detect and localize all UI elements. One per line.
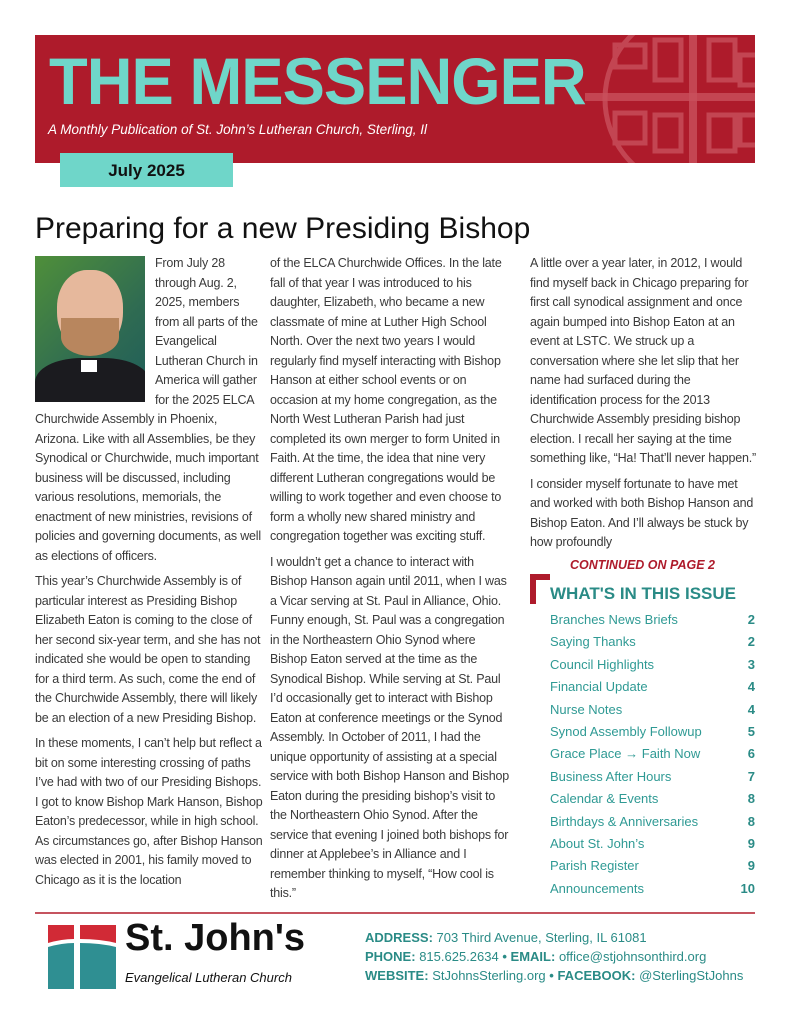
toc-item-label: Saying Thanks bbox=[550, 634, 636, 650]
paragraph: From July 28 through Aug. 2, 2025, members from all parts of the Evangelical Lutheran Church in America will gather for the 2025 ELCA Churchwide Assembly in Phoenix, Arizona. Like with all Assemblies, be they Synodical or Churchwide, much important business will be discussed, including various resolutions, memorials, the enactment of new ministries, revisions of policies and governing documents, as well as elections of officers. bbox=[35, 256, 261, 563]
article-column-1 bbox=[35, 254, 263, 896]
toc-item[interactable] bbox=[550, 631, 755, 653]
continued-link[interactable]: CONTINUED ON PAGE 2 bbox=[570, 558, 715, 572]
email-label: EMAIL: bbox=[510, 949, 556, 964]
toc-item[interactable] bbox=[550, 699, 755, 721]
separator: • bbox=[502, 949, 507, 964]
toc-heading: WHAT'S IN THIS ISSUE bbox=[550, 584, 737, 603]
toc-item[interactable] bbox=[550, 609, 755, 631]
toc-item-label: Parish Register bbox=[550, 858, 639, 874]
facebook-label: FACEBOOK: bbox=[557, 968, 636, 983]
toc-item-label: Nurse Notes bbox=[550, 701, 623, 717]
author-photo bbox=[35, 256, 145, 402]
facebook-link[interactable]: @SterlingStJohns bbox=[639, 968, 744, 983]
newsletter-subtitle: A Monthly Publication of St. John’s Lutheran Church, Sterling, Il bbox=[48, 122, 427, 137]
paragraph: I consider myself fortunate to have met and worked with both Bishop Hanson and Bishop Eaton. And I’ll always be stuck by how profoundly bbox=[530, 476, 754, 549]
separator: • bbox=[549, 968, 554, 983]
toc-item-page: 7 bbox=[747, 768, 755, 784]
toc-item[interactable] bbox=[550, 878, 755, 900]
paragraph: of the ELCA Churchwide Offices. In the late fall of that year I was introduced to his daughter, Elizabeth, who became a new classmate of mine at Luther High School North. Over the next two years I would regularly find myself interacting with Bishop Hanson at either school events or on occasion at my home congregation, as the North West Lutheran Parish had just completed its own merger to form United in Faith. At the time, the idea that nine very different Lutheran congregations would be willing to work together and even choose to form a wholly new shared ministry and congregation together was exciting stuff. bbox=[270, 256, 502, 543]
email-link[interactable]: office@stjohnsonthird.org bbox=[558, 949, 707, 964]
church-name: St. John's bbox=[125, 917, 306, 959]
article-title: Preparing for a new Presiding Bishop bbox=[35, 212, 531, 245]
toc-item-label: About St. John’s bbox=[550, 835, 645, 851]
toc-item-label: Financial Update bbox=[550, 679, 648, 695]
cross-emblem-icon bbox=[585, 35, 755, 163]
toc-item-label: Announcements bbox=[550, 880, 644, 896]
church-subname: Evangelical Lutheran Church bbox=[125, 970, 292, 985]
toc-item-page: 8 bbox=[747, 791, 755, 807]
toc-item-page: 2 bbox=[747, 634, 755, 650]
corner-accent bbox=[530, 574, 550, 580]
toc-item[interactable] bbox=[550, 743, 755, 765]
toc-item-page: 2 bbox=[747, 612, 755, 627]
article-column-3 bbox=[530, 254, 756, 559]
contact-info bbox=[365, 928, 743, 985]
toc-item-page: 4 bbox=[747, 679, 755, 695]
toc-item[interactable] bbox=[550, 788, 755, 810]
toc-item-label: Birthdays & Anniversaries bbox=[550, 813, 699, 829]
paragraph: I wouldn’t get a chance to interact with Bishop Hanson again until 2011, when I was a Vicar serving at St. Paul in Alliance, Ohio. Funny enough, St. Paul was a congregation in the Northeastern Ohio Synod where Bishop Eaton served at the time as the Synodical Bishop. While serving at St. Paul I’d occasionally get to interact with Bishop Eaton at conference meetings or the Synod Assembly. In October of 2011, I had the unique opportunity of assisting at a special service with both Bishop Hanson and Bishop Eaton during the presiding bishop’s visit to the Northeastern Ohio Synod. After the service that evening I joined both bishops for dinner at Applebee’s in Alliance and I remember thinking to myself, “How cool is this.” bbox=[270, 554, 509, 900]
address-label: ADDRESS: bbox=[365, 930, 433, 945]
masthead-banner bbox=[35, 35, 755, 163]
phone: 815.625.2634 bbox=[419, 949, 499, 964]
toc-item-label: Grace Place → Faith Now bbox=[550, 746, 701, 762]
toc-item-page: 5 bbox=[747, 723, 755, 739]
toc-item[interactable] bbox=[550, 855, 755, 877]
toc-item[interactable] bbox=[550, 654, 755, 676]
toc-item[interactable] bbox=[550, 811, 755, 833]
toc-item[interactable] bbox=[550, 676, 755, 698]
toc-list bbox=[550, 609, 755, 900]
toc-item-page: 10 bbox=[740, 880, 755, 896]
footer-divider bbox=[35, 912, 755, 914]
toc-item-page: 6 bbox=[747, 746, 755, 762]
newsletter-title: THE MESSENGER bbox=[49, 44, 586, 118]
paragraph: In these moments, I can’t help but reflect a bit on some interesting crossing of paths I’ve had with two of our Presiding Bishops. I got to know Bishop Mark Hanson, Bishop Eaton’s predecessor, while in high school. As circumstances go, after Bishop Hanson was elected in 2001, his family moved to Chicago as it is the location bbox=[35, 736, 263, 887]
toc-item-page: 3 bbox=[747, 656, 755, 672]
article-column-2 bbox=[270, 254, 514, 910]
issue-date: July 2025 bbox=[60, 153, 233, 187]
address: 703 Third Avenue, Sterling, IL 61081 bbox=[436, 930, 647, 945]
website-label: WEBSITE: bbox=[365, 968, 429, 983]
toc-item[interactable] bbox=[550, 766, 755, 788]
toc-item-page: 8 bbox=[747, 813, 755, 829]
toc-item-page: 9 bbox=[747, 858, 755, 874]
toc-item-label: Calendar & Events bbox=[550, 791, 659, 807]
phone-label: PHONE: bbox=[365, 949, 416, 964]
church-logo-icon bbox=[48, 925, 116, 989]
toc-item[interactable] bbox=[550, 721, 755, 743]
toc-item-page: 9 bbox=[747, 835, 755, 851]
toc-item-label: Synod Assembly Followup bbox=[550, 723, 702, 739]
toc-item[interactable] bbox=[550, 833, 755, 855]
paragraph: This year’s Churchwide Assembly is of particular interest as Presiding Bishop Elizabeth Eaton is coming to the close of her second six-year term, and she has not indicated she would be open to standing for a third term. As such, come the end of the Churchwide Assembly, there will likely be an election of a new Presiding Bishop. bbox=[35, 574, 261, 725]
table-of-contents bbox=[530, 574, 755, 904]
toc-item-label: Business After Hours bbox=[550, 768, 672, 784]
website-link[interactable]: StJohnsSterling.org bbox=[432, 968, 546, 983]
paragraph: A little over a year later, in 2012, I would find myself back in Chicago preparing for first call synodical assignment and once again bumped into Bishop Eaton at an event at LSTC. We struck up a conversation where she let slip that her name had surfaced during the identification process for the 2013 Churchwide Assembly presiding bishop election. I recall her saying at the time something like, “Ha! That’ll never happen.” bbox=[530, 256, 757, 465]
toc-item-page: 4 bbox=[747, 701, 755, 717]
toc-item-label: Branches News Briefs bbox=[550, 612, 678, 627]
toc-item-label: Council Highlights bbox=[550, 656, 655, 672]
